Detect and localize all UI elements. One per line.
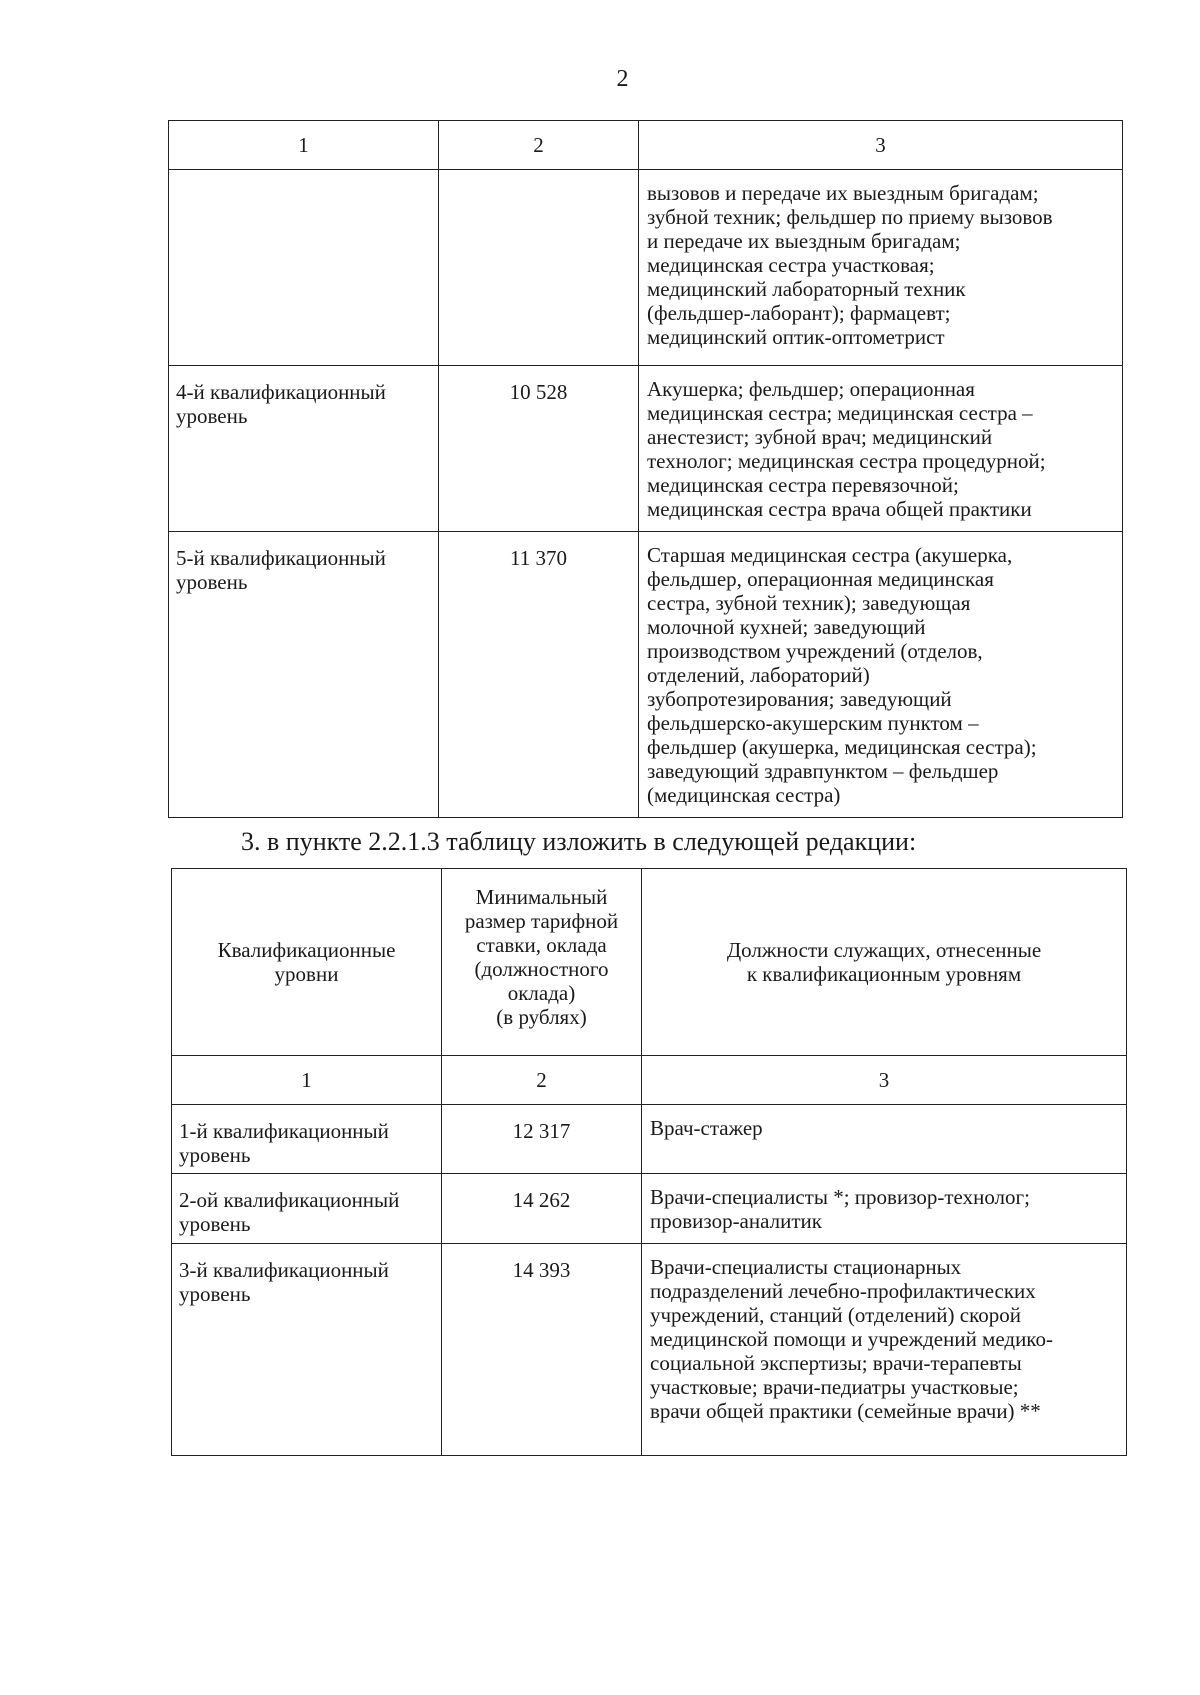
text-line: (фельдшер-лаборант); фармацевт; (647, 301, 951, 325)
positions-cell (639, 170, 1123, 366)
instruction-text: 3. в пункте 2.2.1.3 таблицу изложить в следующей редакции: (241, 827, 917, 856)
positions-text (650, 1255, 1120, 1423)
text-line: сестра, зубной техник); заведующая (647, 591, 971, 615)
positions-cell (642, 1105, 1127, 1174)
positions-text (650, 1116, 1120, 1140)
text-line: медицинский лабораторный техник (647, 277, 966, 301)
text-line: Акушерка; фельдшер; операционная (647, 377, 975, 401)
table-row (169, 532, 1123, 818)
text-line: уровень (179, 1212, 251, 1236)
header-levels (172, 869, 442, 1056)
level-label (179, 1119, 435, 1167)
salary-value: 10 528 (509, 380, 568, 404)
text-line: уровень (179, 1143, 251, 1167)
text-line: заведующий здравпунктом – фельдшер (647, 759, 999, 783)
text-line: производством учреждений (отделов, (647, 639, 983, 663)
positions-cell (639, 366, 1123, 532)
text-line: анестезист; зубной врач; медицинский (647, 425, 993, 449)
salary-cell (439, 170, 639, 366)
column-number: 3 (639, 121, 1123, 170)
positions-text (647, 181, 1116, 349)
text-line: фельдшер (акушерка, медицинская сестра); (647, 735, 1037, 759)
text-line: молочной кухней; заведующий (647, 615, 926, 639)
text-line: технолог; медицинская сестра процедурной; (647, 449, 1046, 473)
text-line: Врач-стажер (650, 1116, 763, 1140)
text-line: медицинская сестра; медицинская сестра – (647, 401, 1033, 425)
text-line: уровень (176, 404, 248, 428)
text-line: зубной техник; фельдшер по приему вызовов (647, 205, 1053, 229)
text-line: участковые; врачи-педиатры участковые; (650, 1375, 1019, 1399)
salary-value: 14 262 (512, 1188, 571, 1212)
salary-cell (439, 532, 639, 818)
positions-text (650, 1185, 1120, 1233)
text-line: врачи общей практики (семейные врачи) ** (650, 1399, 1041, 1423)
header-salary-text (446, 885, 637, 1029)
header-levels-text (176, 938, 437, 986)
text-line: провизор-аналитик (650, 1209, 822, 1233)
header-positions-text (646, 938, 1122, 986)
column-number-row (172, 1056, 1127, 1105)
text-line: учреждений, станций (отделений) скорой (650, 1303, 1021, 1327)
salary-value: 12 317 (512, 1119, 571, 1143)
text-line: 2-ой квалификационный (179, 1188, 400, 1212)
salary-cell (442, 1105, 642, 1174)
text-line: Врачи-специалисты *; провизор-технолог; (650, 1185, 1030, 1209)
text-line: 4-й квалификационный (176, 380, 386, 404)
level-cell (172, 1244, 442, 1456)
positions-cell (642, 1244, 1127, 1456)
salary-cell (442, 1174, 642, 1244)
text-line: Минимальный (475, 885, 608, 909)
header-salary (442, 869, 642, 1056)
text-line: медицинская сестра перевязочной; (647, 473, 959, 497)
table-header-row (172, 869, 1127, 1056)
text-line: зубопротезирования; заведующий (647, 687, 952, 711)
positions-cell (642, 1174, 1127, 1244)
column-number-row (169, 121, 1123, 170)
text-line: медицинская сестра врача общей практики (647, 497, 1032, 521)
positions-text (647, 377, 1116, 521)
qualification-table-new (171, 868, 1127, 1456)
text-line: Должности служащих, отнесенные (726, 938, 1042, 962)
table-row (172, 1244, 1127, 1456)
salary-value: 11 370 (510, 546, 567, 570)
text-line: фельдшерско-акушерским пунктом – (647, 711, 979, 735)
text-line: подразделений лечебно-профилактических (650, 1279, 1036, 1303)
level-cell (172, 1105, 442, 1174)
level-label (179, 1258, 435, 1306)
text-line: уровень (179, 1282, 251, 1306)
text-line: (медицинская сестра) (647, 783, 841, 807)
text-line: Врачи-специалисты стационарных (650, 1255, 962, 1279)
text-line: 1-й квалификационный (179, 1119, 389, 1143)
column-number: 2 (439, 121, 639, 170)
salary-cell (439, 366, 639, 532)
level-label (176, 380, 432, 428)
page-number: 2 (616, 66, 629, 92)
text-line: к квалификационным уровням (746, 962, 1022, 986)
level-label (179, 1188, 435, 1236)
text-line: медицинский оптик-оптометрист (647, 325, 945, 349)
table-row (172, 1105, 1127, 1174)
text-line: социальной экспертизы; врачи-терапевты (650, 1351, 1022, 1375)
table-row (172, 1174, 1127, 1244)
salary-cell (442, 1244, 642, 1456)
text-line: размер тарифной (464, 909, 619, 933)
level-label (176, 546, 432, 594)
text-line: уровень (176, 570, 248, 594)
text-line: оклада) (507, 981, 576, 1005)
header-positions (642, 869, 1127, 1056)
text-line: Квалификационные (217, 938, 396, 962)
level-cell (172, 1174, 442, 1244)
table-row (169, 170, 1123, 366)
column-number: 1 (169, 121, 439, 170)
table-row (169, 366, 1123, 532)
salary-value: 14 393 (512, 1258, 571, 1282)
text-line: отделений, лабораторий) (647, 663, 870, 687)
positions-text (647, 543, 1116, 807)
text-line: (в рублях) (496, 1005, 587, 1029)
text-line: (должностного (474, 957, 609, 981)
text-line: 5-й квалификационный (176, 546, 386, 570)
text-line: Старшая медицинская сестра (акушерка, (647, 543, 1013, 567)
text-line: вызовов и передаче их выездным бригадам; (647, 181, 1039, 205)
text-line: и передаче их выездным бригадам; (647, 229, 961, 253)
text-line: ставки, оклада (476, 933, 607, 957)
level-cell (169, 170, 439, 366)
text-line: фельдшер, операционная медицинская (647, 567, 994, 591)
text-line: медицинская сестра участковая; (647, 253, 935, 277)
column-number: 2 (442, 1056, 642, 1105)
level-cell (169, 532, 439, 818)
column-number: 3 (642, 1056, 1127, 1105)
positions-cell (639, 532, 1123, 818)
qualification-table-continued (168, 120, 1123, 818)
text-line: уровни (274, 962, 339, 986)
text-line: медицинской помощи и учреждений медико- (650, 1327, 1053, 1351)
column-number: 1 (172, 1056, 442, 1105)
level-cell (169, 366, 439, 532)
text-line: 3-й квалификационный (179, 1258, 389, 1282)
